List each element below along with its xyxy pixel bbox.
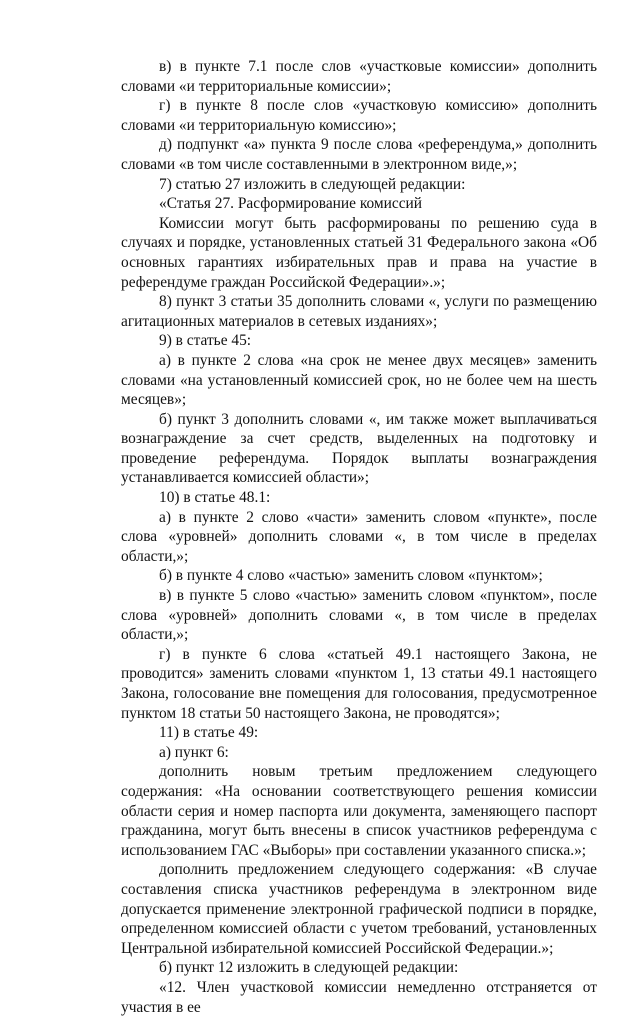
paragraph: д) подпункт «а» пункта 9 после слова «референдума,» дополнить словами «в том числе составленными в электронном виде,»; xyxy=(121,136,597,173)
paragraph: дополнить предложением следующего содержания: «В случае составления списка участников референдума в электронном виде допускается применение электронной графической подписи в порядке, определенном комиссией области с учетом требований, установленных Центральной избирательной комиссией Российской Федерации.»; xyxy=(121,861,597,957)
paragraph: 11) в статье 49: xyxy=(159,724,259,742)
paragraph: 9) в статье 45: xyxy=(159,332,252,350)
paragraph: б) пункт 3 дополнить словами «, им также может выплачиваться вознаграждение за счет средств, выделенных на подготовку и проведение референдума. Порядок выплаты вознаграждения устанавливается комиссией области»; xyxy=(121,410,597,487)
paragraph: а) в пункте 2 слово «части» заменить словом «пункте», после слова «уровней» дополнить словами «, в том числе в пределах области,»; xyxy=(121,508,597,565)
paragraph: 10) в статье 48.1: xyxy=(159,489,271,507)
paragraph: 8) пункт 3 статьи 35 дополнить словами «, услуги по размещению агитационных материалов в сетевых изданиях»; xyxy=(121,293,597,330)
paragraph: г) в пункте 6 слова «статьей 49.1 настоящего Закона, не проводится» заменить словами «пунктом 1, 13 статьи 49.1 настоящего Закона, голосование вне помещения для голосования, предусмотренное пунктом 18 статьи 50 настоящего Закона, не проводятся»; xyxy=(121,645,597,722)
paragraph: в) в пункте 7.1 после слов «участковые комиссии» дополнить словами «и территориальные комиссии»; xyxy=(121,58,597,95)
paragraph: а) пункт 6: xyxy=(159,743,229,761)
paragraph: б) пункт 12 изложить в следующей редакции: xyxy=(159,959,459,977)
paragraph: Комиссии могут быть расформированы по решению суда в случаях и порядке, установленных статьей 31 Федерального закона «Об основных гарантиях избирательных прав и права на участие в референдуме граждан Российской Федерации».»; xyxy=(121,214,597,291)
paragraph: а) в пункте 2 слова «на срок не менее двух месяцев» заменить словами «на установленный комиссией срок, но не более чем на шесть месяцев»; xyxy=(121,351,597,409)
paragraph: «12. Член участковой комиссии немедленно отстраняется от участия в ее xyxy=(121,978,597,1016)
paragraph: г) в пункте 8 после слов «участковую комиссию» дополнить словами «и территориальную комиссию»; xyxy=(121,97,597,134)
paragraph: «Статья 27. Расформирование комиссий xyxy=(159,195,423,213)
paragraph: б) в пункте 4 слово «частью» заменить словом «пунктом»; xyxy=(159,567,543,585)
paragraph: 7) статью 27 изложить в следующей редакции: xyxy=(159,175,466,193)
paragraph: дополнить новым третьим предложением следующего содержания: «На основании соответствующего решения комиссии области серия и номер паспорта или документа, заменяющего паспорт гражданина, могут быть внесены в список участников референдума с использованием ГАС «Выборы» при составлении указанного списка.»; xyxy=(121,763,597,859)
paragraph: в) в пункте 5 слово «частью» заменить словом «пунктом», после слова «уровней» дополнить словами «, в том числе в пределах области,»; xyxy=(121,587,597,644)
document-body xyxy=(121,57,597,1017)
